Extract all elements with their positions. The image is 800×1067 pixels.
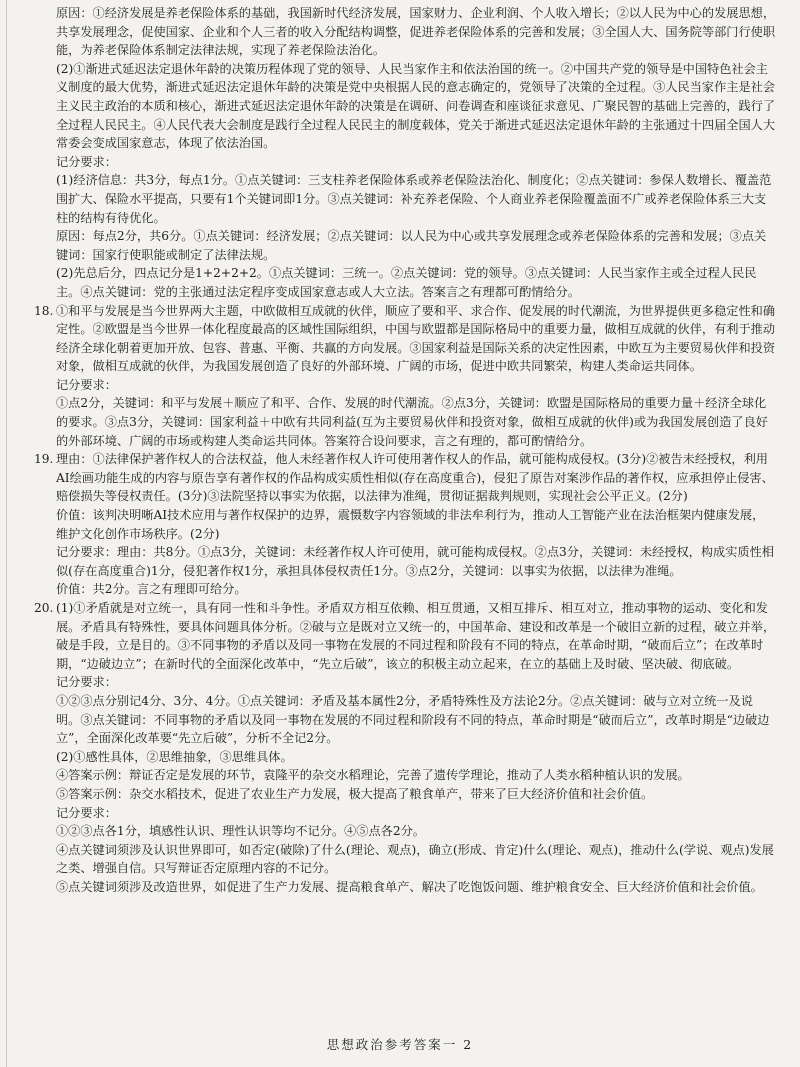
answer-paragraph — [34, 227, 776, 264]
answer-paragraph — [34, 543, 776, 580]
answer-paragraph — [34, 506, 776, 543]
paragraph-text: ①点2分，关键词：和平与发展＋顺应了和平、合作、发展的时代潮流。②点3分，关键词：欧盟是国际格局的重要力量＋经济全球化的要求。③点3分，关键词：国家利益＋中欧有共同利益(互为主要贸易伙伴和投资对象，做相互成就的伙伴)或为我国发展创造了良好的外部环境、广阔的市场或构建人类命运共同体。答案符合设问要求，言之有理的，都可酌情给分。 — [56, 396, 768, 448]
paragraph-text: 记分要求： — [56, 675, 117, 690]
answer-paragraph — [34, 171, 776, 227]
answer-paragraph — [34, 580, 776, 599]
paragraph-text: (2)先总后分，四点记分是1+2+2+2。①点关键词：三统一。②点关键词：党的领导。③点关键词：人民当家作主或全过程人民民主。④点关键词：党的主张通过法定程序变成国家意志或人大立法。答案言之有理都可酌情给分。 — [56, 266, 757, 299]
answer-paragraph — [34, 153, 776, 172]
paragraph-text: ④点关键词须涉及认识世界即可，如否定(破除)了什么(理论、观点)，确立(形成、肯定)什么(理论、观点)，推动什么(学说、观点)发展之类、增强自信。只写辩证否定原理内容的不记分。 — [56, 842, 774, 876]
paragraph-text: 理由：①法律保护著作权人的合法权益，他人未经著作权人许可使用著作权人的作品，就可能构成侵权。(3分)②被告未经授权，利用AI绘画功能生成的内容与原告享有著作权的作品构成实质性相似(存在高度重合)，侵犯了原告对案涉作品的著作权，应承担停止侵害、赔偿损失等侵权责任。(3分)③法院坚持以事实为依据，以法律为准绳，贯彻证据裁判规则，实现社会公平正义。(2分) — [56, 452, 774, 504]
answer-paragraph — [34, 785, 776, 804]
paragraph-text: 记分要求： — [56, 154, 117, 169]
paragraph-text: ①和平与发展是当今世界两大主题，中欧做相互成就的伙伴，顺应了要和平、求合作、促发展的时代潮流，为世界提供更多稳定性和确定性。②欧盟是当今世界一体化程度最高的区域性国际组织，中国与欧盟都是国际格局中的重要力量，做相互成就的伙伴，有利于推动经济全球化朝着更加开放、包容、普惠、平衡、共赢的方向发展。③国家利益是国际关系的决定性因素，中欧互为主要贸易伙伴和投资对象，做相互成就的伙伴，为我国发展创造了良好的外部环境、广阔的市场，促进中欧共同繁荣，构建人类命运共同体。 — [56, 303, 776, 374]
paragraph-text: ①②③点各1分，填感性认识、理性认识等均不记分。④⑤点各2分。 — [56, 824, 425, 839]
paragraph-text: (1)①矛盾就是对立统一，具有同一性和斗争性。矛盾双方相互依赖、相互贯通，又相互排斥、相互对立，推动事物的运动、变化和发展。矛盾具有特殊性，要具体问题具体分析。②破与立是既对立又统一的，中国革命、建设和改革是一个破旧立新的过程，破立并举，破是手段，立是目的。③不同事物的矛盾以及同一事物在发展的不同过程和阶段有不同的特点，在革命时期，“破而后立”；在改革时期，“边破边立”；在新时代的全面深化改革中，“先立后破”，该立的积极主动立起来，在立的基础上及时破、坚决破、彻底破。 — [56, 601, 776, 671]
answer-paragraph — [34, 302, 776, 376]
paragraph-text: 记分要求： — [56, 377, 117, 392]
paragraph-text: 价值：共2分。言之有理即可给分。 — [56, 582, 247, 597]
answer-paragraph — [34, 60, 776, 153]
paragraph-text: 价值：该判决明晰AI技术应用与著作权保护的边界，震慑数字内容领域的非法牟利行为，推动人工智能产业在法治框架内健康发展，维护文化创作市场秩序。(2分) — [56, 508, 765, 541]
answer-paragraph — [34, 748, 776, 767]
answer-paragraph — [34, 4, 776, 60]
paragraph-text: ⑤答案示例：杂交水稻技术，促进了农业生产力发展，极大提高了粮食单产，带来了巨大经济价值和社会价值。 — [56, 786, 654, 801]
answer-paragraph — [34, 376, 776, 395]
answer-paragraph — [34, 394, 776, 450]
question-number: 18. — [34, 303, 54, 318]
page-footer: 思想政治参考答案一 2 — [326, 1037, 474, 1052]
answer-paragraph — [34, 450, 776, 506]
answer-paragraph — [34, 692, 776, 748]
answer-paragraph — [34, 673, 776, 692]
paragraph-text: ⑤点关键词须涉及改造世界，如促进了生产力发展、提高粮食单产、解决了吃饱饭问题、维护粮食安全、巨大经济价值和社会价值。 — [56, 879, 763, 894]
paragraph-text: (1)经济信息：共3分，每点1分。①点关键词：三支柱养老保险体系或养老保险法治化、制度化；②点关键词：参保人数增长、覆盖范围扩大、保险水平提高，只要有1个关键词即1分。③点关键词：补充养老保险、个人商业养老保险覆盖面不广或养老保险体系三大支柱的结构有待优化。 — [56, 173, 772, 225]
answer-paragraph — [34, 822, 776, 841]
answer-paragraph — [34, 766, 776, 785]
paragraph-text: 原因：①经济发展是养老保险体系的基础，我国新时代经济发展，国家财力、企业利润、个人收入增长；②以人民为中心的发展思想，共享发展理念，促使国家、企业和个人三者的收入分配结构调整，促进养老保险体系的完善和发展；③全国人大、国务院等部门行使职能，为养老保险体系制定法律法规，实现了养老保险法治化。 — [56, 6, 776, 58]
paragraph-text: ①②③点分别记4分、3分、4分。①点关键词：矛盾及基本属性2分，矛盾特殊性及方法论2分。②点关键词：破与立对立统一及说明。③点关键词：不同事物的矛盾以及同一事物在发展的不同过程和阶段有不同的特点，革命时期是“破而后立”，改革时期是“边破边立”，全面深化改革要“先立后破”，分析不全记2分。 — [56, 693, 770, 746]
paragraph-text: 记分要求： — [56, 805, 117, 820]
answer-paragraph — [34, 878, 776, 897]
paragraph-text: (2)①渐进式延迟法定退休年龄的决策历程体现了党的领导、人民当家作主和依法治国的统一。②中国共产党的领导是中国特色社会主义制度的最大优势，渐进式延迟法定退休年龄的决策是党中央根据人民的意志确定的，党领导了决策的全过程。③人民当家作主是社会主义民主政治的本质和核心，渐进式延迟法定退休年龄的决策是在调研、问卷调查和座谈征求意见、广聚民智的基础上完善的，践行了全过程人民民主。④人民代表大会制度是践行全过程人民民主的制度载体，党关于渐进式延迟法定退休年龄的主张通过十四届全国人大常委会变成国家意志，体现了依法治国。 — [56, 61, 776, 151]
answer-content — [34, 4, 776, 897]
question-number: 19. — [34, 452, 54, 467]
paragraph-text: ④答案示例：辩证否定是发展的环节，袁隆平的杂交水稻理论，完善了遗传学理论，推动了人类水稻种植认识的发展。 — [56, 768, 690, 783]
answer-paragraph — [34, 264, 776, 301]
paragraph-text: (2)①感性具体，②思维抽象，③思维具体。 — [56, 749, 293, 764]
answer-paragraph — [34, 804, 776, 823]
question-number: 20. — [34, 601, 54, 615]
page-fold-line — [6, 0, 7, 1067]
paragraph-text: 记分要求：理由：共8分。①点3分，关键词：未经著作权人许可使用，就可能构成侵权。②点3分，关键词：未经授权，构成实质性相似(存在高度重合)1分，侵犯著作权1分，承担具体侵权责任1分。③点2分，关键词：以事实为依据，以法律为准绳。 — [56, 545, 774, 578]
answer-paragraph — [34, 599, 776, 673]
paragraph-text: 原因：每点2分，共6分。①点关键词：经济发展；②点关键词：以人民为中心或共享发展理念或养老保险体系的完善和发展；③点关键词：国家行使职能或制定了法律法规。 — [56, 229, 767, 262]
answer-paragraph — [34, 841, 776, 878]
